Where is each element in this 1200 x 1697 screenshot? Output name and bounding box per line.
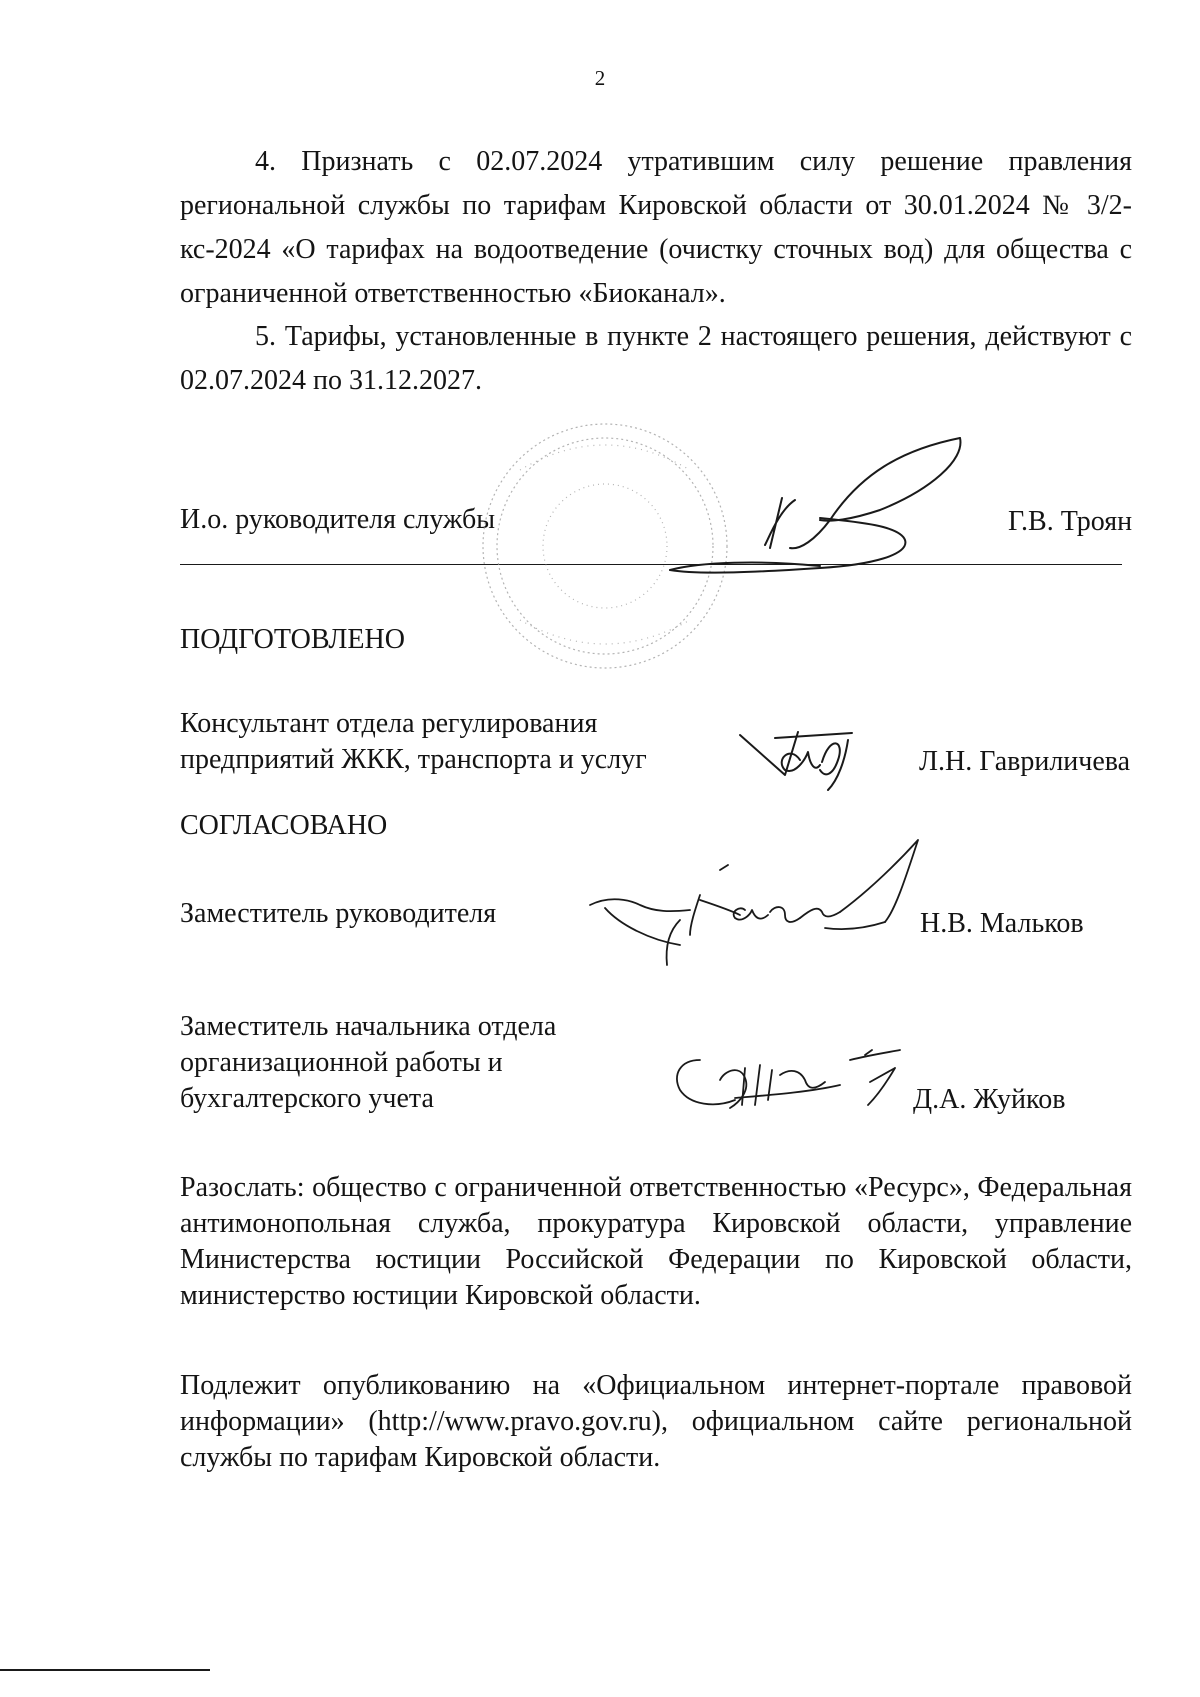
prepared-position-line1: Консультант отдела регулирования <box>180 708 598 739</box>
distribution-list: Разослать: общество с ограниченной ответственностью «Ресурс», Федеральная антимонопольная служба, прокуратура Кировской области, управление Министерства юстиции Российской Федерации по Кировской области, министерство юстиции Кировской области. <box>180 1172 1132 1311</box>
agreed-signer1-position: Заместитель руководителя <box>180 898 497 929</box>
prepared-signature <box>740 732 852 790</box>
agreed-signer2-position-line2: организационной работы и <box>180 1047 503 1078</box>
prepared-position-line2: предприятий ЖКК, транспорта и услуг <box>180 744 647 775</box>
agreed-signer2-position-line3: бухгалтерского учета <box>180 1083 434 1114</box>
paragraph-4: 4. Признать с 02.07.2024 утратившим силу решение правления региональной службы по тарифам Кировской области от 30.01.2024 № 3/2-кс-2024 «О тарифах на водоотведение (очистку сточных вод) для общества с ограниченной ответственностью «Биоканал». <box>180 146 1132 309</box>
head-signature <box>670 438 960 573</box>
page-number: 2 <box>594 66 606 90</box>
footer-rule <box>0 1669 210 1671</box>
head-position: И.о. руководителя службы <box>180 504 496 535</box>
agreed-signer2-position-line1: Заместитель начальника отдела <box>180 1011 557 1042</box>
agreed-signer2-position <box>180 1009 556 1117</box>
signature-divider <box>180 564 1122 565</box>
agreed-heading: СОГЛАСОВАНО <box>180 810 388 841</box>
prepared-position <box>180 706 647 778</box>
paragraph-5: 5. Тарифы, установленные в пункте 2 настоящего решения, действуют с 02.07.2024 по 31.12.2027. <box>180 321 1132 396</box>
agreed-signer2-name: Д.А. Жуйков <box>913 1084 1066 1115</box>
publication-notice: Подлежит опубликованию на «Официальном интернет-портале правовой информации» (http://www.pravo.gov.ru), официальном сайте региональной службы по тарифам Кировской области. <box>180 1370 1132 1473</box>
agreed-signature-2 <box>677 1050 900 1108</box>
official-stamp <box>483 424 727 668</box>
head-name: Г.В. Троян <box>1008 506 1133 537</box>
agreed-signer1-name: Н.В. Мальков <box>920 908 1084 939</box>
agreed-signature-1 <box>590 840 918 965</box>
prepared-name: Л.Н. Гавриличева <box>919 746 1131 777</box>
prepared-heading: ПОДГОТОВЛЕНО <box>180 624 405 655</box>
